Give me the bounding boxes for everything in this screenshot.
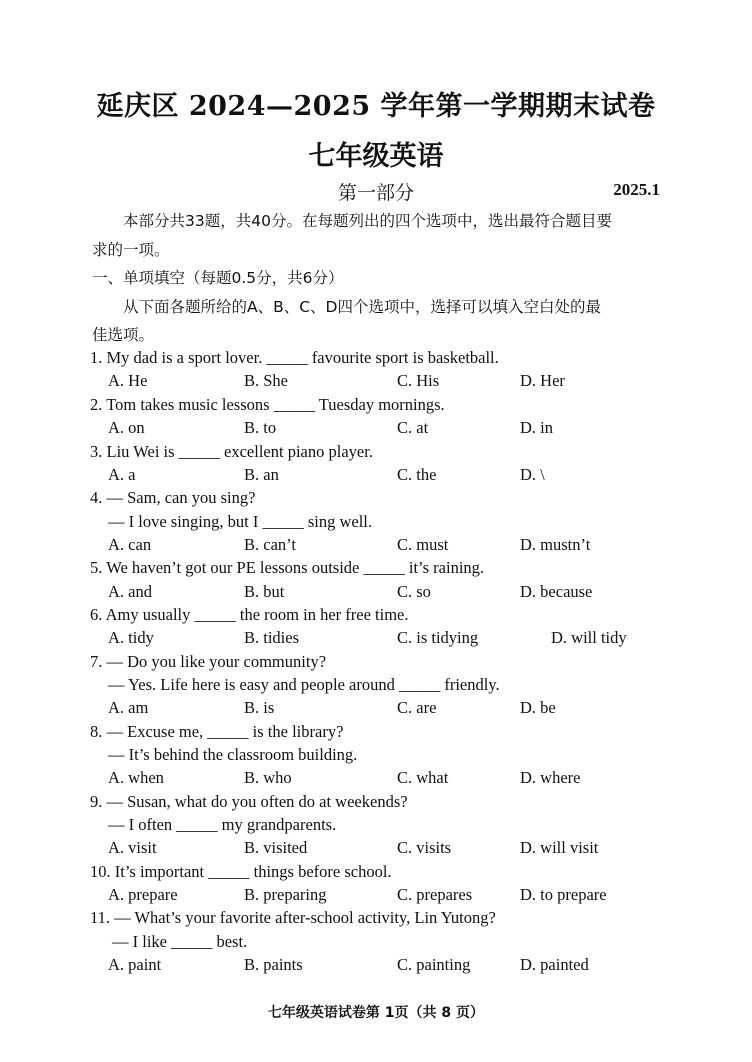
question-7-option-d: D. be xyxy=(520,698,556,717)
question-8: 8. — Excuse me, _____ is the library? xyxy=(90,722,344,741)
question-3-option-d: D. \ xyxy=(520,465,545,484)
exam-subtitle: 七年级英语 xyxy=(308,141,444,172)
question-11: 11. — What’s your favorite after-school activity, Lin Yutong? xyxy=(90,908,496,927)
question-1: 1. My dad is a sport lover. _____ favourite sport is basketball. xyxy=(90,348,499,367)
question-5-option-c: C. so xyxy=(397,582,431,601)
question-10-option-c: C. prepares xyxy=(397,885,473,904)
question-9-option-b: B. visited xyxy=(244,838,308,857)
question-8-response: — It’s behind the classroom building. xyxy=(108,745,358,764)
question-1-option-d: D. Her xyxy=(520,371,565,390)
exam-title: 延庆区 2024—2025 学年第一学期期末试卷 xyxy=(96,91,656,122)
question-6: 6. Amy usually _____ the room in her free time. xyxy=(90,605,409,624)
question-4-option-a: A. can xyxy=(108,535,152,554)
question-4-response: — I love singing, but I _____ sing well. xyxy=(108,512,372,531)
question-10: 10. It’s important _____ things before school. xyxy=(90,862,392,881)
page-footer: 七年级英语试卷第 1页（共 8 页） xyxy=(267,1005,485,1021)
question-6-option-d: D. will tidy xyxy=(551,628,627,647)
question-7-option-a: A. am xyxy=(108,698,149,717)
question-4-option-d: D. mustn’t xyxy=(520,535,591,554)
intro-line-1: 本部分共33题，共40分。在每题列出的四个选项中，选出最符合题目要 xyxy=(123,212,612,230)
question-2: 2. Tom takes music lessons _____ Tuesday mornings. xyxy=(90,395,445,414)
question-4: 4. — Sam, can you sing? xyxy=(90,488,256,507)
question-4-option-b: B. can’t xyxy=(244,535,296,554)
question-3-option-b: B. an xyxy=(244,465,279,484)
question-3-option-a: A. a xyxy=(108,465,136,484)
question-9-option-d: D. will visit xyxy=(520,838,599,857)
question-8-option-a: A. when xyxy=(108,768,164,787)
question-11-option-c: C. painting xyxy=(397,955,471,974)
section-header xyxy=(0,178,752,204)
question-11-option-a: A. paint xyxy=(108,955,162,974)
question-5-option-b: B. but xyxy=(244,582,285,601)
question-4-option-c: C. must xyxy=(397,535,449,554)
part-title: 一、单项填空（每题0.5分，共6分） xyxy=(92,269,344,287)
question-5-option-a: A. and xyxy=(108,582,152,601)
exam-date: 2025.1 xyxy=(613,180,660,199)
question-1-option-c: C. His xyxy=(397,371,440,390)
question-9-option-a: A. visit xyxy=(108,838,157,857)
question-7-response: — Yes. Life here is easy and people around _____ friendly. xyxy=(108,675,500,694)
question-7-option-b: B. is xyxy=(244,698,275,717)
question-5-option-d: D. because xyxy=(520,582,593,601)
question-11-option-d: D. painted xyxy=(520,955,589,974)
question-10-option-b: B. preparing xyxy=(244,885,327,904)
question-9-option-c: C. visits xyxy=(397,838,452,857)
question-8-option-b: B. who xyxy=(244,768,292,787)
question-9-response: — I often _____ my grandparents. xyxy=(108,815,337,834)
question-6-option-b: B. tidies xyxy=(244,628,300,647)
question-6-option-a: A. tidy xyxy=(108,628,154,647)
question-8-option-c: C. what xyxy=(397,768,449,787)
intro-line-2: 求的一项。 xyxy=(92,241,170,259)
question-3-option-c: C. the xyxy=(397,465,437,484)
question-1-option-a: A. He xyxy=(108,371,148,390)
question-11-response: — I like _____ best. xyxy=(112,932,248,951)
instruction-line-2: 佳选项。 xyxy=(92,326,155,344)
question-11-option-b: B. paints xyxy=(244,955,303,974)
question-10-option-a: A. prepare xyxy=(108,885,178,904)
section-title: 第一部分 xyxy=(337,182,414,204)
question-1-option-b: B. She xyxy=(244,371,289,390)
question-2-option-b: B. to xyxy=(244,418,277,437)
question-9: 9. — Susan, what do you often do at weekends? xyxy=(90,792,408,811)
instruction-line-1: 从下面各题所给的A、B、C、D四个选项中，选择可以填入空白处的最 xyxy=(123,298,601,316)
question-2-option-c: C. at xyxy=(397,418,429,437)
question-6-option-c: C. is tidying xyxy=(397,628,479,647)
question-2-option-a: A. on xyxy=(108,418,145,437)
question-7: 7. — Do you like your community? xyxy=(90,652,327,671)
question-2-option-d: D. in xyxy=(520,418,553,437)
question-5: 5. We haven’t got our PE lessons outside _____ it’s raining. xyxy=(90,558,485,577)
question-7-option-c: C. are xyxy=(397,698,437,717)
question-8-option-d: D. where xyxy=(520,768,581,787)
question-10-option-d: D. to prepare xyxy=(520,885,607,904)
question-3: 3. Liu Wei is _____ excellent piano player. xyxy=(90,442,373,461)
